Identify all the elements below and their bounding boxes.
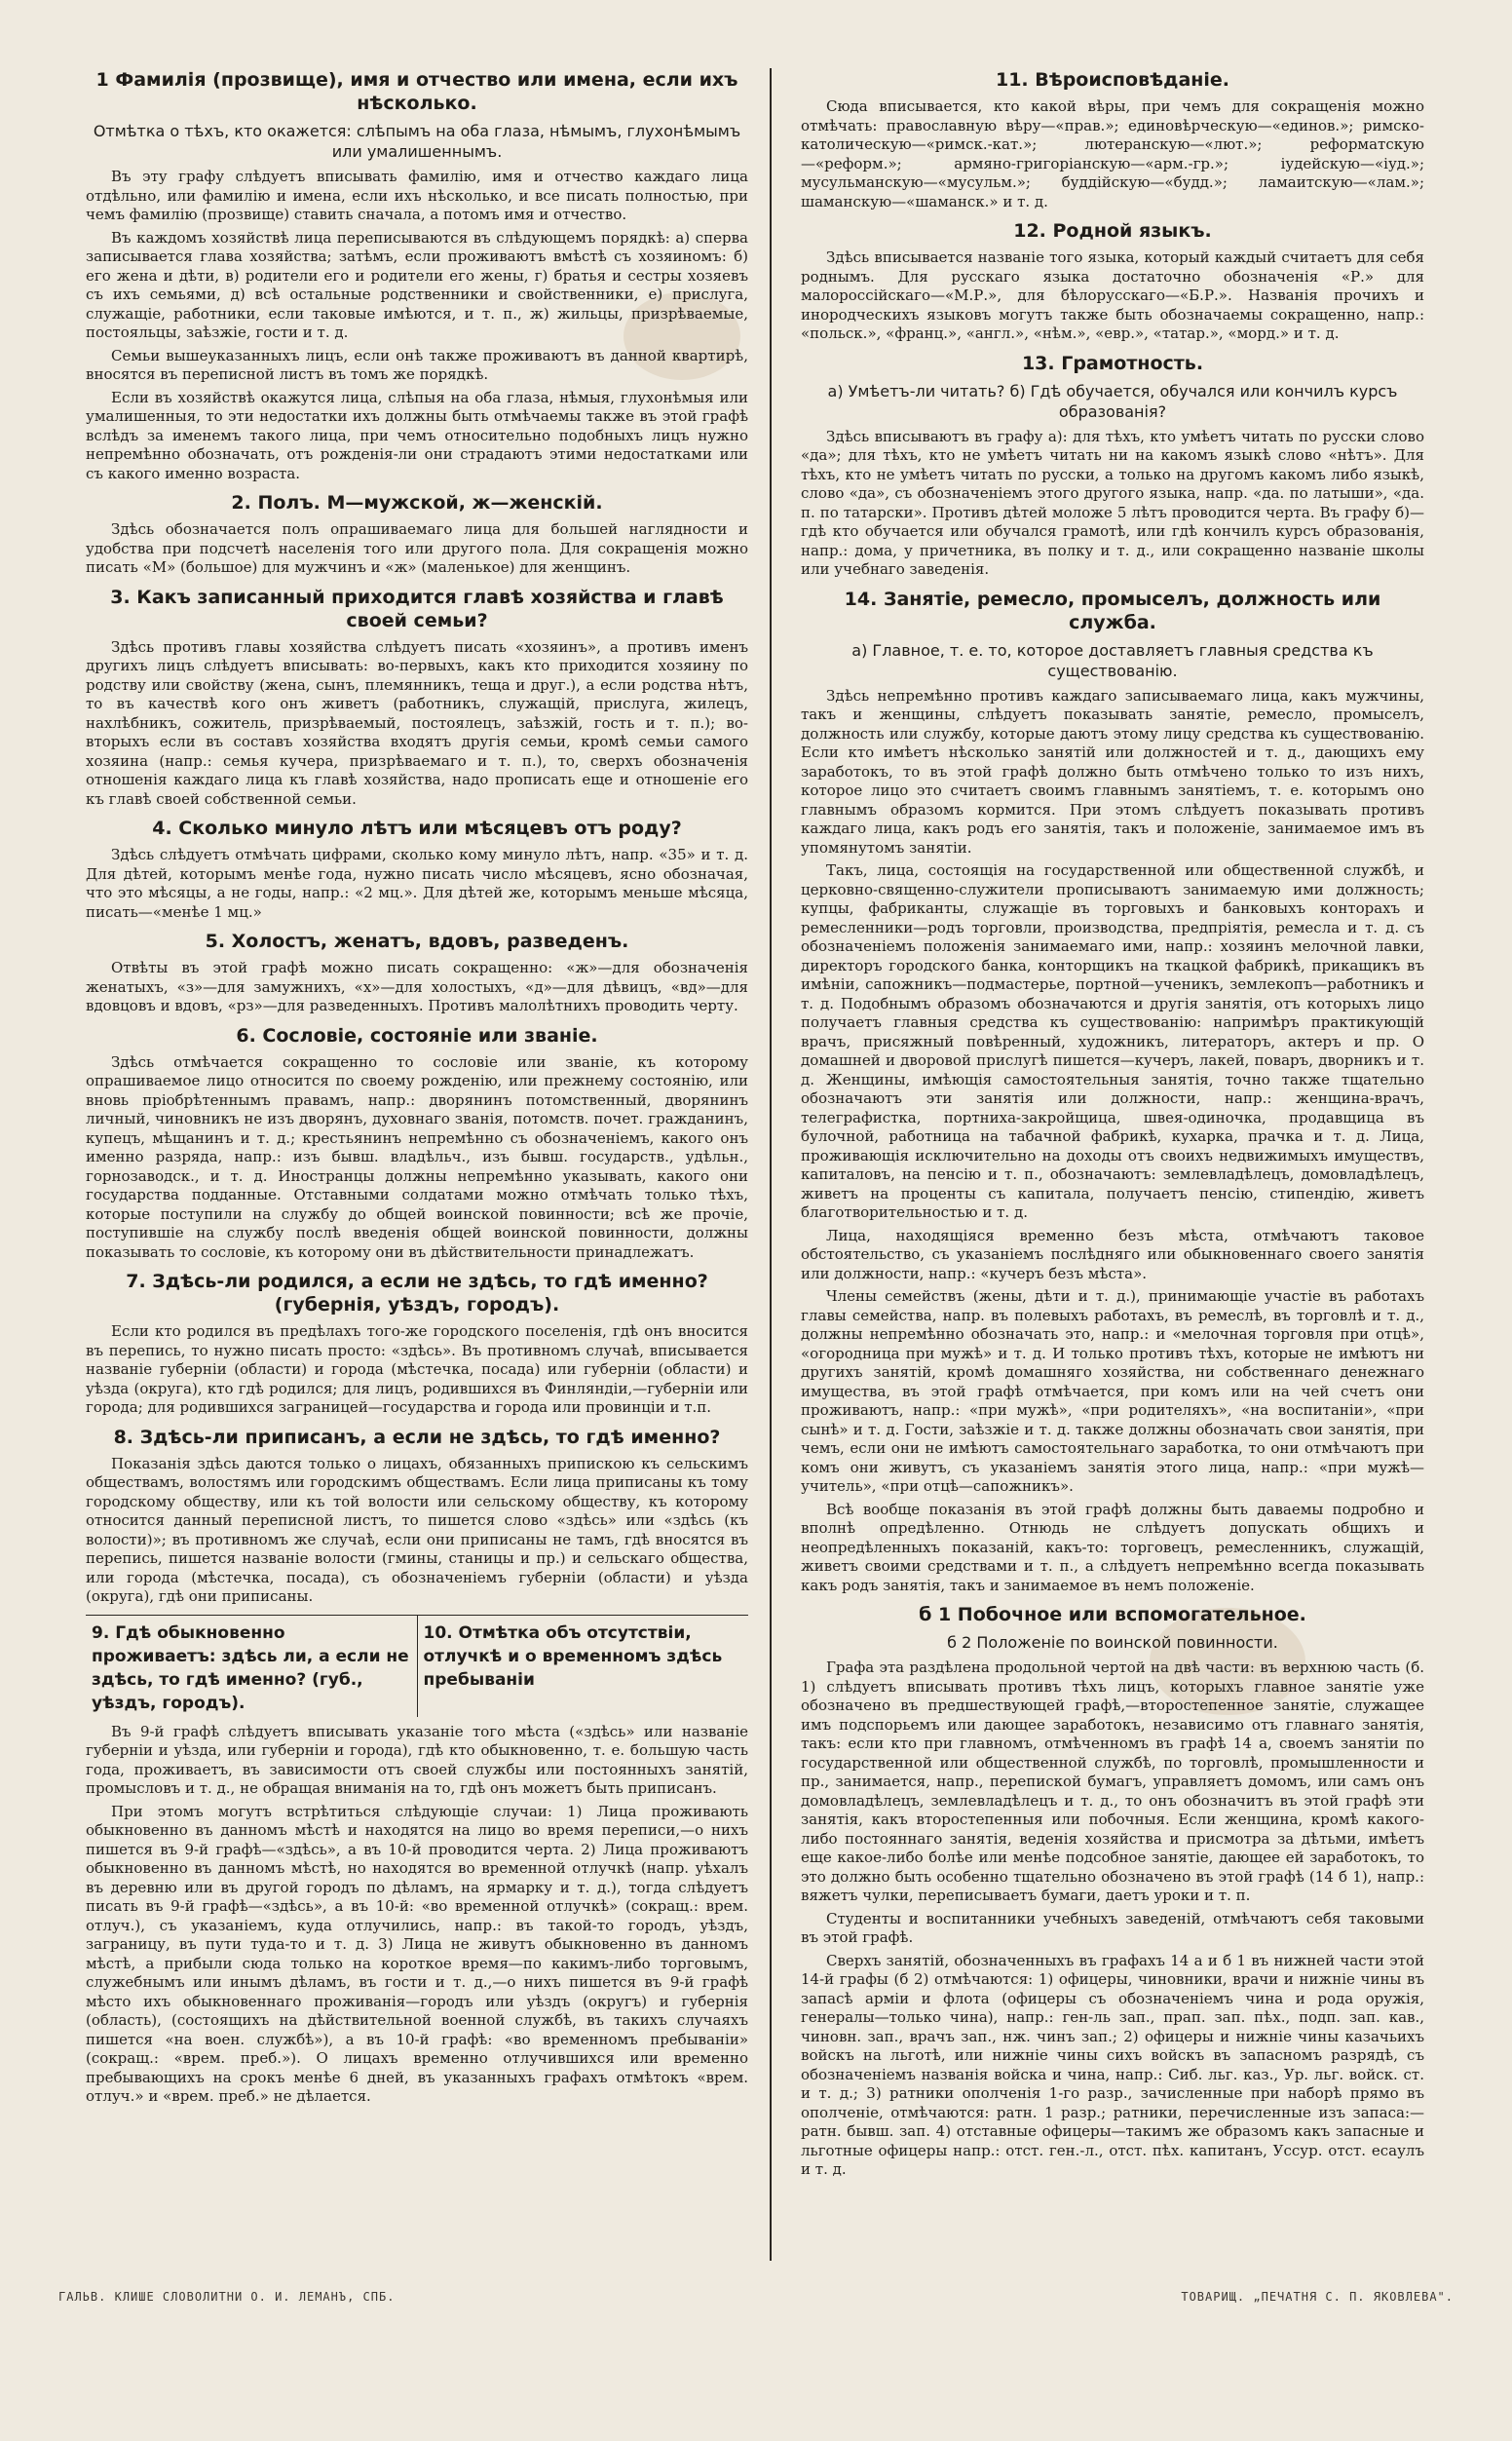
section-heading: 6. Сословіе, состояніе или званіе. [236,1024,598,1047]
section-subheading: а) Главное, т. е. то, которое доставляетъ главныя средства къ существованію. [851,640,1374,680]
section-heading: 14. Занятіе, ремесло, промыселъ, должность или служба. [844,588,1381,633]
section [86,586,748,810]
paragraph: Въ 9-й графѣ слѣдуетъ вписывать указаніе того мѣста («здѣсь» или названіе губерніи и уѣзда, или губерніи и города), гдѣ кто обыкновенно, т. е. большую часть года, проживаетъ, въ зависимости отъ своей службы или постоянныхъ занятій, промысловъ и т. д., не обращая вниманія на то, гдѣ онъ можетъ быть приписанъ. [86,1722,748,1797]
section [801,1603,1424,2180]
left-column [86,64,748,2276]
section [86,1024,748,1263]
section [801,219,1424,344]
paragraph: Здѣсь слѣдуетъ отмѣчать цифрами, сколько кому минуло лѣтъ, напр. «35» и т. д. Для дѣтей, которымъ менѣе года, нужно писать число мѣсяцевъ, ясно обозначая, что это мѣсяцы, а не годы, напр.: «2 мц.». Для дѣтей же, которымъ меньше мѣсяца, писать—«менѣе 1 мц.» [86,846,748,921]
column-divider [770,68,772,2261]
section-heading: 5. Холостъ, женатъ, вдовъ, разведенъ. [205,931,629,952]
paragraph: Въ эту графу слѣдуетъ вписывать фамилію, имя и отчество каждаго лица отдѣльно, или фамилію и имена, если ихъ нѣсколько, и все писать полностью, при чемъ фамилію (прозвище) ставить сначала, а потомъ имя и отчество. [86,168,748,223]
paragraph: Если въ хозяйствѣ окажутся лица, слѣпыя на оба глаза, нѣмыя, глухонѣмыя или умалишенныя, то эти недостатки ихъ должны быть отмѣчаемы также въ этой графѣ вслѣдъ за именемъ такого лица, при чемъ относительно подобныхъ лицъ нужно непремѣнно обозначать, отъ рожденія-ли они страдаютъ этими недостатками или съ какого именно возраста. [86,388,748,482]
section-heading: 12. Родной языкъ. [1013,220,1212,242]
section-heading: 11. Вѣроисповѣданіе. [995,69,1230,91]
split-left [86,1616,418,1717]
section-heading: 4. Сколько минуло лѣтъ или мѣсяцевъ отъ роду? [152,818,682,839]
section [86,930,748,1016]
footer-left-imprint: ГАЛЬВ. КЛИШЕ СЛОВОЛИТНИ О. И. ЛЕМАНЪ, СПБ. [58,2290,396,2304]
paragraph: Сюда вписывается, кто какой вѣры, при чемъ для сокращенія можно отмѣчать: православную вѣру—«прав.»; единовѣрческую—«единов.»; римско-католическую—«римск.-кат.»; лютеранскую—«лют.»; реформатскую—«реформ.»; армяно-григоріанскую—«арм.-гр.»; іудейскую—«іуд.»; мусульманскую—«мусульм.»; буддійскую—«будд.»; ламаитскую—«лам.»; шаманскую—«шаманск.» и т. д. [801,97,1424,210]
right-column [801,64,1424,2276]
paragraph: Въ каждомъ хозяйствѣ лица переписываются въ слѣдующемъ порядкѣ: а) сперва записывается глава хозяйства; затѣмъ, если проживаютъ вмѣстѣ съ хозяиномъ: б) его жена и дѣти, в) родители его и родители его жены, г) братья и сестры хозяевъ съ ихъ семьями, д) всѣ остальные родственники и свойственники, е) прислуга, служащіе, работники, если таковые имѣются, и т. п., ж) жильцы, призрѣваемые, постояльцы, заѣзжіе, гости и т. д. [86,228,748,341]
section-heading: 10. Отмѣтка объ отсутствіи, отлучкѣ и о временномъ здѣсь пребываніи [423,1622,723,1690]
paragraph: Если кто родился въ предѣлахъ того-же городского поселенія, гдѣ онъ вносится въ перепись, то нужно писать просто: «здѣсь». Въ противномъ случаѣ, вписывается названіе губерніи (области) и города (мѣстечка, посада) или губерніи (области) и уѣзда (округа), кто гдѣ родился; для лицъ, родившихся въ Финляндіи,—губерніи или города; для родившихся заграницей—государства и города или провинціи и т.п. [86,1322,748,1416]
section-heading: 13. Грамотность. [1021,352,1204,374]
section [801,68,1424,211]
section [86,68,748,483]
section [86,1426,748,1607]
section-heading: 2. Полъ. М—мужской, ж—женскій. [231,492,603,514]
split-heading-block [86,1615,748,1717]
section [86,491,748,578]
paragraph: Семьи вышеуказанныхъ лицъ, если онѣ также проживаютъ въ данной квартирѣ, вносятся въ переписной листъ въ томъ же порядкѣ. [86,346,748,383]
section-subheading: б 2 Положеніе по воинской повинности. [947,1633,1278,1652]
paragraph: Студенты и воспитанники учебныхъ заведеній, отмѣчаютъ себя таковыми въ этой графѣ. [801,1909,1424,1946]
section-heading: 8. Здѣсь-ли приписанъ, а если не здѣсь, то гдѣ именно? [113,1426,721,1448]
paragraph: Здѣсь вписываютъ въ графу а): для тѣхъ, кто умѣетъ читать по русски слово «да»; для тѣхъ, кто не умѣетъ читать ни на какомъ языкѣ слово «нѣтъ». Для тѣхъ, кто не умѣетъ читать по русски, а только на другомъ какомъ либо языкѣ, слово «да», съ обозначеніемъ этого другого языка, напр. «да. по латыши», «да. п. по татарски». Противъ дѣтей моложе 5 лѣтъ проводится черта. Въ графу б)—гдѣ кто обучается или обучался грамотѣ, или гдѣ кончилъ курсъ образованія, напр.: дома, у причетника, въ полку и т. д., или сокращенно названіе школы или учебнаго заведенія. [801,427,1424,578]
section-heading: 9. Гдѣ обыкновенно проживаетъ: здѣсь ли, а если не здѣсь, то гдѣ именно? (губ., уѣздъ, городъ). [92,1622,409,1713]
section [86,817,748,922]
footer-right-imprint: ТОВАРИЩ. „ПЕЧАТНЯ С. П. ЯКОВЛЕВА". [1181,2290,1454,2304]
paragraph: Здѣсь противъ главы хозяйства слѣдуетъ писать «хозяинъ», а противъ именъ другихъ лицъ слѣдуетъ вписывать: во-первыхъ, какъ кто приходится хозяину по родству или свойству (жена, сынъ, племянникъ, теща и друг.), а если родства нѣтъ, то въ качествѣ кого онъ живетъ (работникъ, служащій, прислуга, жилецъ, нахлѣбникъ, сожитель, призрѣваемый, постоялецъ, заѣзжій, гость и т. п.); во-вторыхъ если въ составъ хозяйства входятъ другія семьи, кромѣ семьи самого хозяина (напр.: семья кучера, призрѣваемаго и т. п.), то, сверхъ обозначенія отношенія каждаго лица къ главѣ хозяйства, надо прописать еще и отношеніе его къ главѣ своей собственной семьи. [86,637,748,808]
paragraph: Графа эта раздѣлена продольной чертой на двѣ части: въ верхнюю часть (б. 1) слѣдуетъ вписывать противъ тѣхъ лицъ, которыхъ главное занятіе уже обозначено въ предшествующей графѣ,—второстепенное занятіе, служащее имъ подспорьемъ или дающее заработокъ, независимо отъ главнаго занятія, такъ: если кто при главномъ, отмѣченномъ въ графѣ 14 а, своемъ занятіи по государственной или общественной службѣ, по торговлѣ, промышленности и пр., занимается, напр., перепиской бумагъ, управляетъ домомъ, или самъ онъ домовладѣлецъ, землевладѣлецъ и т. д., то онъ обозначитъ въ этой графѣ эти занятія, какъ второстепенныя или побочныя. Если женщина, кромѣ какого-либо постояннаго занятія, веденія хозяйства и присмотра за дѣтьми, имѣетъ еще какое-либо болѣе или менѣе подсобное занятіе, дающее ей заработокъ, то это должно быть особенно тщательно обозначено въ этой графѣ (14 б 1), напр.: вяжетъ чулки, переписываетъ бумаги, даетъ уроки и т. п. [801,1659,1424,1904]
section [801,352,1424,580]
paragraph: Показанія здѣсь даются только о лицахъ, обязанныхъ припискою къ сельскимъ обществамъ, волостямъ или городскимъ обществамъ. Если лица приписаны къ тому городскому обществу, или къ той волости или сельскому обществу, къ которому относится данный переписной листъ, то пишется слово «здѣсь» или «здѣсь (къ волости)»; въ противномъ же случаѣ, если они приписаны не тамъ, гдѣ вносятся въ перепись, пишется названіе волости (гмины, станицы и пр.) и сельскаго общества, или города (мѣстечка, посада), съ обозначеніемъ губерніи (области) и уѣзда (округа), гдѣ они приписаны. [86,1454,748,1605]
paragraph: Члены семействъ (жены, дѣти и т. д.), принимающіе участіе въ работахъ главы семейства, напр. въ полевыхъ работахъ, въ ремеслѣ, въ торговлѣ и т. д., должны непремѣнно обозначать это, напр.: и «мелочная торговля при отцѣ», «огородница при мужѣ» и т. д. И только противъ тѣхъ, которые не имѣютъ ни другихъ занятій, кромѣ домашняго хозяйства, ни собственнаго денежнаго имущества, въ этой графѣ отмѣчается, при комъ или на чей счетъ они проживаютъ, напр.: «при мужѣ», «при родителяхъ», «на воспитаніи», «при сынѣ» и т. д. Гости, заѣзжіе и т. д. также должны обозначать свои занятія, при чемъ, если они не имѣютъ самостоятельнаго заработка, то они отмѣчаютъ при комъ они живутъ, съ указаніемъ занятія этого лица, напр.: «при мужѣ—учитель», «при отцѣ—сапожникъ». [801,1287,1424,1495]
paragraph: Здѣсь вписывается названіе того языка, который каждый считаетъ для себя роднымъ. Для русскаго языка достаточно обозначенія «Р.» для малороссійскаго—«М.Р.», для бѣлорусскаго—«Б.Р.». Названія прочихъ и инородческихъ языковъ могутъ также быть обозначаемы сокращенно, напр.: «польск.», «франц.», «англ.», «нѣм.», «евр.», «татар.», «морд.» и т. д. [801,248,1424,342]
paragraph: Лица, находящіяся временно безъ мѣста, отмѣчаютъ таковое обстоятельство, съ указаніемъ послѣдняго или обыкновеннаго своего занятія или должности, напр.: «кучеръ безъ мѣста». [801,1226,1424,1282]
section-subheading: а) Умѣетъ-ли читать? б) Гдѣ обучается, обучался или кончилъ курсъ образованія? [827,381,1398,421]
section-heading: 3. Какъ записанный приходится главѣ хозяйства и главѣ своей семьи? [110,586,724,631]
paragraph: Здѣсь отмѣчается сокращенно то сословіе или званіе, къ которому опрашиваемое лицо относится по своему рожденію, или прежнему состоянію, или вновь пріобрѣтеннымъ правамъ, напр.: дворянинъ потомственный, дворянинъ личный, чиновникъ не изъ дворянъ, духовнаго званія, потомств. почет. гражданинъ, купецъ, мѣщанинъ и т. д.; крестьянинъ непремѣнно съ обозначеніемъ, какого онъ именно разряда, напр.: изъ бывш. владѣльч., изъ бывш. государств., удѣльн., горнозаводск., и т. д. Иностранцы должны непремѣнно указывать, какого они государства подданные. Отставными солдатами можно отмѣчать только тѣхъ, которые поступили на службу до общей воинской повинности; всѣ же прочіе, поступившіе на службу послѣ введенія общей воинской повинности, должны показывать то сословіе, къ которому они въ дѣйствительности принадлежатъ. [86,1052,748,1261]
section-subheading: Отмѣтка о тѣхъ, кто окажется: слѣпымъ на оба глаза, нѣмымъ, глухонѣмымъ или умалишеннымъ. [93,122,741,161]
section [801,588,1424,1596]
paragraph: Отвѣты въ этой графѣ можно писать сокращенно: «ж»—для обозначенія женатыхъ, «з»—для замужнихъ, «х»—для холостыхъ, «д»—для дѣвицъ, «вд»—для вдовцовъ и вдовъ, «рз»—для разведенныхъ. Противъ малолѣтнихъ проводить черту. [86,959,748,1014]
split-right [418,1616,749,1717]
paragraph: При этомъ могутъ встрѣтиться слѣдующіе случаи: 1) Лица проживають обыкновенно въ данномъ мѣстѣ и находятся на лицо во время переписи,—о нихъ пишется въ 9-й графѣ—«здѣсь», а въ 10-й проводится черта. 2) Лица проживаютъ обыкновенно въ данномъ мѣстѣ, но находятся во временной отлучкѣ (напр. уѣхалъ въ деревню или въ другой городъ по дѣламъ, на ярмарку и т. д.), тогда слѣдуетъ писать въ 9-й графѣ—«здѣсь», а въ 10-й: «во временной отлучкѣ» (сокращ.: врем. отлуч.), съ указаніемъ, куда отлучились, напр.: въ такой-то городъ, уѣздъ, заграницу, въ пути туда-то и т. д. 3) Лица не живутъ обыкновенно въ данномъ мѣстѣ, а прибыли сюда только на короткое время—по какимъ-либо торговымъ, служебнымъ или инымъ дѣламъ, въ гости и т. д.,—о нихъ пишется въ 9-й графѣ мѣсто ихъ обыкновеннаго проживанія—городъ или уѣздъ (округъ) и губернія (область), (состоящихъ на дѣйствительной военной службѣ, въ такихъ случаяхъ пишется «на воен. службѣ»), а въ 10-й графѣ: «во временномъ пребываніи» (сокращ.: «врем. преб.»). О лицахъ временно отлучившихся или временно пребывающихъ на срокъ менѣе 6 дней, въ указанныхъ графахъ отмѣтокъ «врем. отлуч.» и «врем. преб.» не дѣлается. [86,1802,748,2105]
section [86,1270,748,1418]
paragraph: Всѣ вообще показанія въ этой графѣ должны быть даваемы подробно и вполнѣ опредѣленно. Отнюдь не слѣдуетъ допускать общихъ и неопредѣленныхъ показаній, какъ-то: торговецъ, ремесленникъ, служащій, живетъ своими средствами и т. п., а слѣдуетъ непремѣнно всегда показывать какъ родъ занятія, такъ и занимаемое въ немъ положеніе. [801,1500,1424,1594]
paragraph: Здѣсь обозначается полъ опрашиваемаго лица для большей наглядности и удобства при подсчетѣ населенія того или другого пола. Для сокращенія можно писать «М» (большое) для мужчинъ и «ж» (маленькое) для женщинъ. [86,520,748,576]
section-heading: 1 Фамилія (прозвище), имя и отчество или имена, если ихъ нѣсколько. [95,69,738,114]
paragraph: Такъ, лица, состоящія на государственной или общественной службѣ, и церковно-священно-служители прописываютъ занимаемую ими должность; купцы, фабриканты, служащіе въ торговыхъ и банковыхъ конторахъ и ремесленники—родъ торговли, производства, предпріятія, ремесла и т. д. съ обозначеніемъ положенія занимаемаго ими, напр.: хозяинъ мелочной лавки, директоръ городского банка, конторщикъ на ткацкой фабрикѣ, прикащикъ въ имѣніи, сапожникъ—подмастерье, портной—ученикъ, землекопъ—работникъ и т. д. Подобнымъ образомъ обозначаются и другія занятія, отъ которыхъ лицо получаетъ главныя средства къ существованію: напримѣръ практикующій врачъ, присяжный повѣренный, художникъ, литераторъ, актеръ и пр. О домашней и дворовой прислугѣ пишется—кучеръ, лакей, поваръ, дворникъ и т. д. Женщины, имѣющія самостоятельныя занятія, точно также тщательно обозначаютъ эти занятія или должности, напр.: женщина-врачъ, телеграфистка, портниха-закройщица, швея-одиночка, продавщица въ булочной, работница на табачной фабрикѣ, кухарка, прачка и т. д. Лица, проживающія исключительно на доходы отъ своихъ недвижимыхъ имуществъ, капиталовъ, на пенсію и т. п., обозначаютъ: землевладѣлецъ, домовладѣлецъ, живетъ на проценты съ капитала, получаетъ пенсію, стипендію, живетъ благотворительностью и т. д. [801,861,1424,1221]
paragraph: Сверхъ занятій, обозначенныхъ въ графахъ 14 а и б 1 въ нижней части этой 14-й графы (б 2) отмѣчаются: 1) офицеры, чиновники, врачи и нижніе чины въ запасѣ арміи и флота (офицеры съ обозначеніемъ чина и рода оружія, генералы—только чина), напр.: ген-ль зап., прап. зап. пѣх., подп. зап. кав., чиновн. зап., врачъ зап., нж. чинъ зап.; 2) офицеры и нижніе чины казачьихъ войскъ на льготѣ, или нижніе чины сихъ войскъ въ запасномъ разрядѣ, съ обозначеніемъ названія войска и чина, напр.: Сиб. льг. каз., Ур. льг. войск. ст. и т. д.; 3) ратники ополченія 1-го разр., зачисленные при наборѣ прямо въ ополченіе, отмѣчаются: ратн. 1 разр.; ратники, перечисленные изъ запаса:—ратн. бывш. зап. 4) отставные офицеры—такимъ же образомъ какъ запасные и льготные офицеры напр.: отст. ген.-л., отст. пѣх. капитанъ, Уссур. отст. есаулъ и т. д. [801,1951,1424,2178]
section-heading: 7. Здѣсь-ли родился, а если не здѣсь, то гдѣ именно? (губернія, уѣздъ, городъ). [126,1271,708,1316]
section-heading: б 1 Побочное или вспомогательное. [919,1604,1306,1625]
paragraph: Здѣсь непремѣнно противъ каждаго записываемаго лица, какъ мужчины, такъ и женщины, слѣдуетъ показывать занятіе, ремесло, промыселъ, должность или службу, которые даютъ этому лицу средства къ существованію. Если кто имѣетъ нѣсколько занятій или должностей и т. д., дающихъ ему заработокъ, то въ этой графѣ должно быть отмѣчено только то изъ нихъ, которое лицо это считаетъ своимъ главнымъ занятіемъ, т. е. которымъ оно главнымъ образомъ кормится. При этомъ слѣдуетъ показывать противъ каждаго лица, какъ родъ его занятія, такъ и положеніе, занимаемое имъ въ упомянутомъ занятіи. [801,686,1424,857]
